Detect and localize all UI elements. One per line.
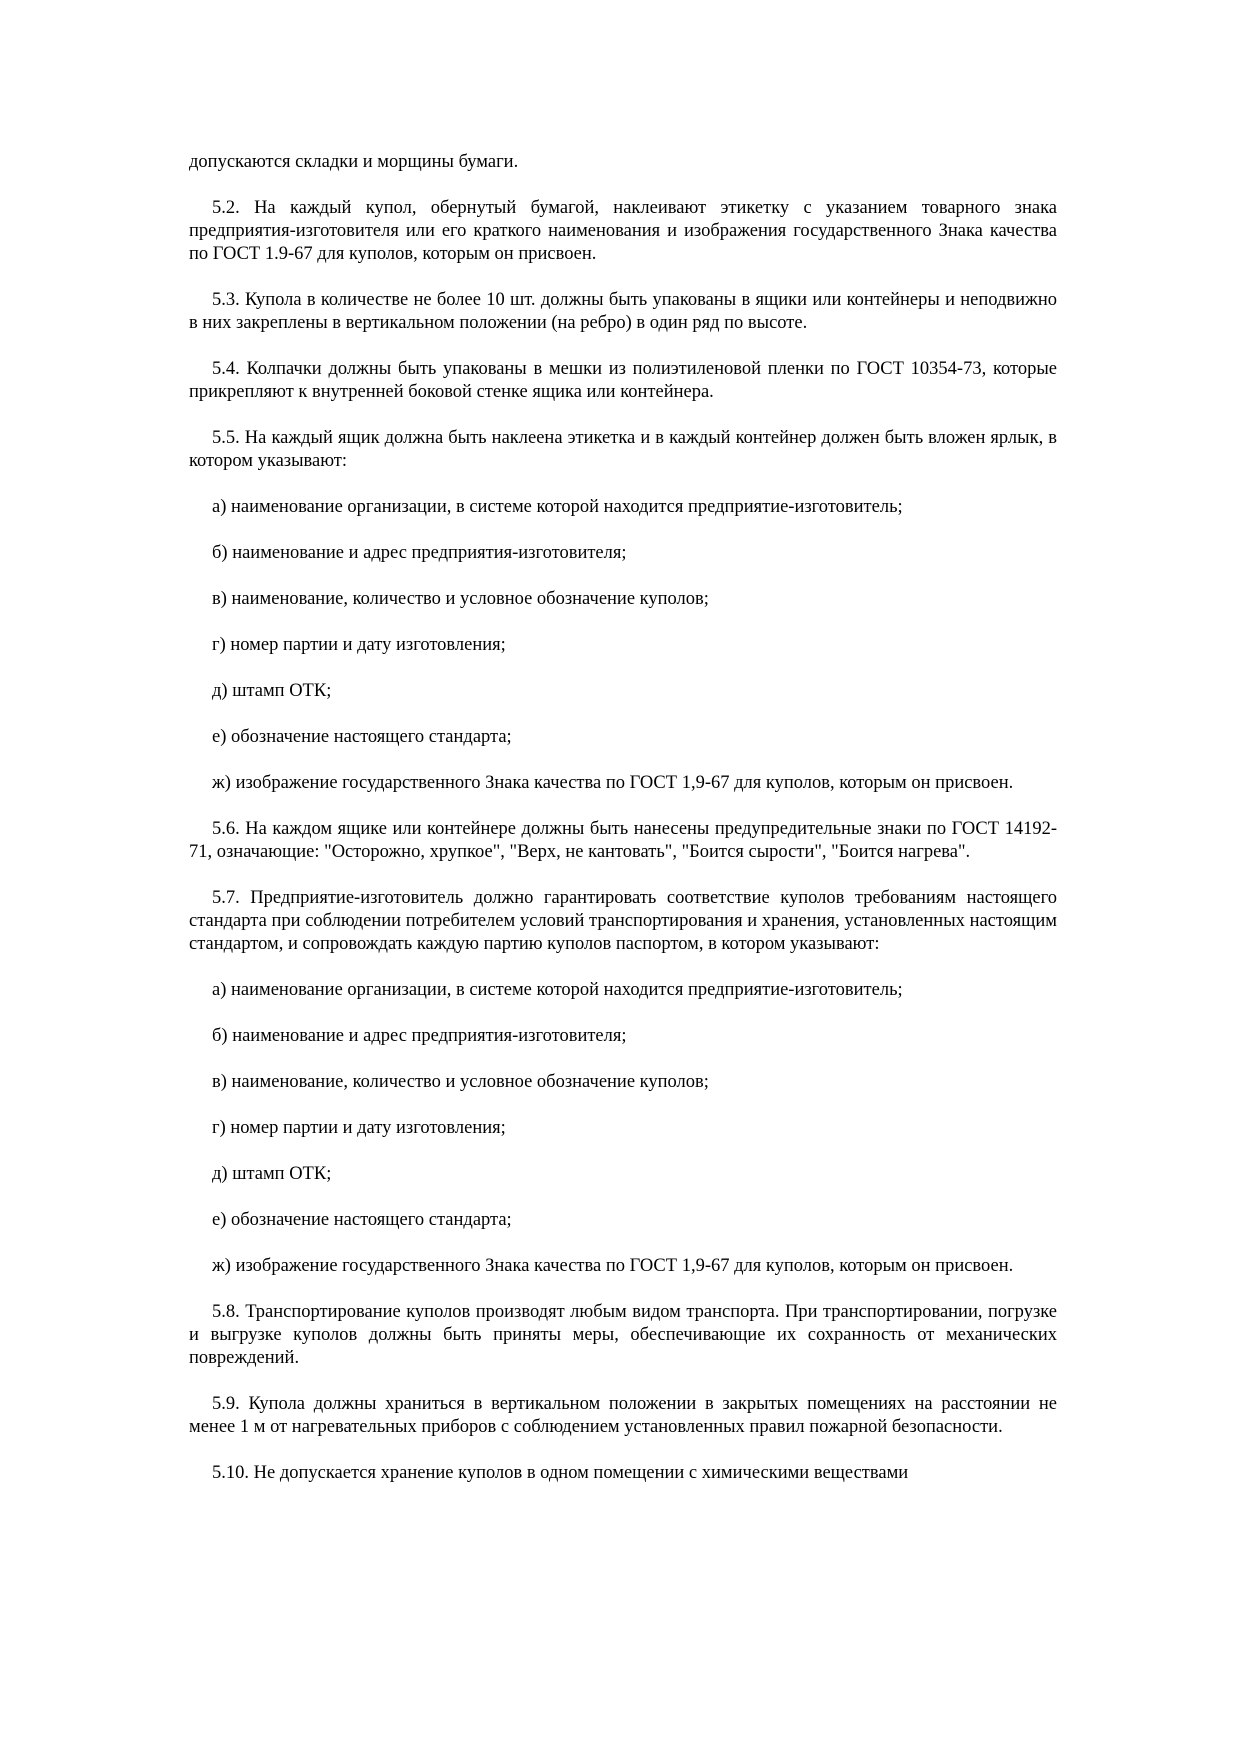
list-item-label-d: г) номер партии и дату изготовления; (212, 635, 506, 655)
list-item-label-f: е) обозначение настоящего стандарта; (212, 727, 512, 747)
list-item-label-e: д) штамп ОТК; (212, 681, 332, 701)
paragraph-5-5: 5.5. На каждый ящик должна быть наклеена этикетка и в каждый контейнер должен быть вложен ярлык, в котором указывают: (189, 428, 1057, 471)
list-item-label-g: ж) изображение государственного Знака качества по ГОСТ 1,9-67 для куполов, которым он присвоен. (212, 773, 1014, 793)
paragraph-5-10: 5.10. Не допускается хранение куполов в одном помещении с химическими веществами (212, 1463, 909, 1483)
document-body (189, 151, 1057, 1508)
paragraph-continuation: допускаются складки и морщины бумаги. (189, 152, 519, 172)
list-item-label-c: в) наименование, количество и условное обозначение куполов; (212, 589, 709, 609)
list-item-passport-c: в) наименование, количество и условное обозначение куполов; (212, 1072, 709, 1092)
list-item-passport-d: г) номер партии и дату изготовления; (212, 1118, 506, 1138)
paragraph-5-7: 5.7. Предприятие-изготовитель должно гарантировать соответствие куполов требованиям настоящего стандарта при соблюдении потребителем условий транспортирования и хранения, установленных настоящим стандартом, и сопровождать каждую партию куполов паспортом, в котором указывают: (189, 888, 1057, 954)
paragraph-5-2: 5.2. На каждый купол, обернутый бумагой, наклеивают этикетку с указанием товарного знака предприятия-изготовителя или его краткого наименования и изображения государственного Знака качества по ГОСТ 1.9-67 для куполов, которым он присвоен. (189, 198, 1057, 264)
paragraph-5-6: 5.6. На каждом ящике или контейнере должны быть нанесены предупредительные знаки по ГОСТ 14192-71, означающие: "Осторожно, хрупкое", "Верх, не кантовать", "Боится сырости", "Боится нагрева". (189, 819, 1057, 862)
paragraph-5-3: 5.3. Купола в количестве не более 10 шт. должны быть упакованы в ящики или контейнеры и неподвижно в них закреплены в вертикальном положении (на ребро) в один ряд по высоте. (189, 290, 1057, 333)
paragraph-5-9: 5.9. Купола должны храниться в вертикальном положении в закрытых помещениях на расстоянии не менее 1 м от нагревательных приборов с соблюдением установленных правил пожарной безопасности. (189, 1394, 1057, 1437)
list-item-passport-a: а) наименование организации, в системе которой находится предприятие-изготовитель; (212, 980, 903, 1000)
list-item-passport-f: е) обозначение настоящего стандарта; (212, 1210, 512, 1230)
paragraph-5-8: 5.8. Транспортирование куполов производят любым видом транспорта. При транспортировании, погрузке и выгрузке куполов должны быть приняты меры, обеспечивающие их сохранность от механических повреждений. (189, 1302, 1057, 1368)
list-item-passport-e: д) штамп ОТК; (212, 1164, 332, 1184)
list-item-passport-g: ж) изображение государственного Знака качества по ГОСТ 1,9-67 для куполов, которым он присвоен. (212, 1256, 1014, 1276)
paragraph-5-4: 5.4. Колпачки должны быть упакованы в мешки из полиэтиленовой пленки по ГОСТ 10354-73, которые прикрепляют к внутренней боковой стенке ящика или контейнера. (189, 359, 1057, 402)
list-item-label-b: б) наименование и адрес предприятия-изготовителя; (212, 543, 627, 563)
list-item-label-a: а) наименование организации, в системе которой находится предприятие-изготовитель; (212, 497, 903, 517)
list-item-passport-b: б) наименование и адрес предприятия-изготовителя; (212, 1026, 627, 1046)
